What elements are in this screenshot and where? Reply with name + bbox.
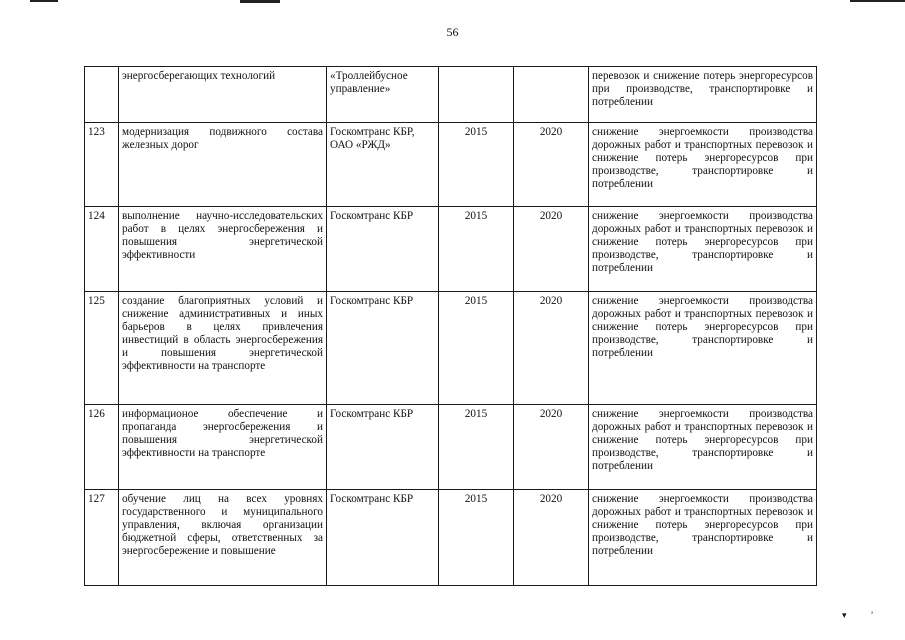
expected-result: снижение энергоемкости производства дорожных работ и транспортных перевозок и снижение потерь энергоресурсов при производстве, транспортировке и потреблении — [589, 292, 817, 405]
measure-description: модернизация подвижного состава железных дорог — [119, 123, 327, 207]
row-number: 126 — [85, 405, 119, 490]
row-number: 127 — [85, 490, 119, 586]
executor: Госкомтранс КБР — [327, 405, 439, 490]
page-number: 56 — [446, 25, 459, 39]
expected-result: перевозок и снижение потерь энергоресурсов при производстве, транспортировке и потреблении — [589, 67, 817, 123]
start-year — [439, 67, 514, 123]
executor: Госкомтранс КБР — [327, 490, 439, 586]
executor: «Троллейбусное управление» — [327, 67, 439, 123]
executor: Госкомтранс КБР — [327, 207, 439, 292]
end-year: 2020 — [514, 490, 589, 586]
executor: Госкомтранс КБР, ОАО «РЖД» — [327, 123, 439, 207]
scan-mark-right — [850, 0, 905, 2]
table-row — [85, 123, 817, 207]
speck-mark: ▾ — [842, 610, 871, 620]
row-number — [85, 67, 119, 123]
table-row — [85, 490, 817, 586]
measure-description: создание благоприятных условий и снижение административных и иных барьеров в целях привлечения инвестиций в область энергосбережения и повышения энергетической эффективности на транспорте — [119, 292, 327, 405]
scan-specks — [842, 610, 898, 621]
row-number: 123 — [85, 123, 119, 207]
start-year: 2015 — [439, 123, 514, 207]
measure-description: выполнение научно-исследовательских работ в целях энергосбережения и повышения энергетической эффективности — [119, 207, 327, 292]
row-number: 124 — [85, 207, 119, 292]
start-year: 2015 — [439, 405, 514, 490]
table-row — [85, 67, 817, 123]
expected-result: снижение энергоемкости производства дорожных работ и транспортных перевозок и снижение потерь энергоресурсов при производстве, транспортировке и потреблении — [589, 207, 817, 292]
scan-mark-center — [240, 0, 280, 3]
measure-description: энергосберегающих технологий — [119, 67, 327, 123]
table-row — [85, 207, 817, 292]
row-number: 125 — [85, 292, 119, 405]
expected-result: снижение энергоемкости производства дорожных работ и транспортных перевозок и снижение потерь энергоресурсов при производстве, транспортировке и потреблении — [589, 490, 817, 586]
table-row — [85, 405, 817, 490]
executor: Госкомтранс КБР — [327, 292, 439, 405]
end-year: 2020 — [514, 207, 589, 292]
measure-description: информационое обеспечение и пропаганда энергосбережения и повышения энергетической эффективности на транспорте — [119, 405, 327, 490]
start-year: 2015 — [439, 292, 514, 405]
scan-mark-left — [30, 0, 58, 2]
expected-result: снижение энергоемкости производства дорожных работ и транспортных перевозок и снижение потерь энергоресурсов при производстве, транспортировке и потреблении — [589, 123, 817, 207]
expected-result: снижение энергоемкости производства дорожных работ и транспортных перевозок и снижение потерь энергоресурсов при производстве, транспортировке и потреблении — [589, 405, 817, 490]
table-row — [85, 292, 817, 405]
measure-description: обучение лиц на всех уровнях государственного и муниципального управления, включая организации бюджетной сферы, ответственных за энергосбережение и повышение — [119, 490, 327, 586]
start-year: 2015 — [439, 207, 514, 292]
start-year: 2015 — [439, 490, 514, 586]
end-year: 2020 — [514, 123, 589, 207]
end-year — [514, 67, 589, 123]
measures-table — [84, 66, 817, 586]
speck-mark: ’ — [870, 610, 898, 620]
end-year: 2020 — [514, 405, 589, 490]
end-year: 2020 — [514, 292, 589, 405]
